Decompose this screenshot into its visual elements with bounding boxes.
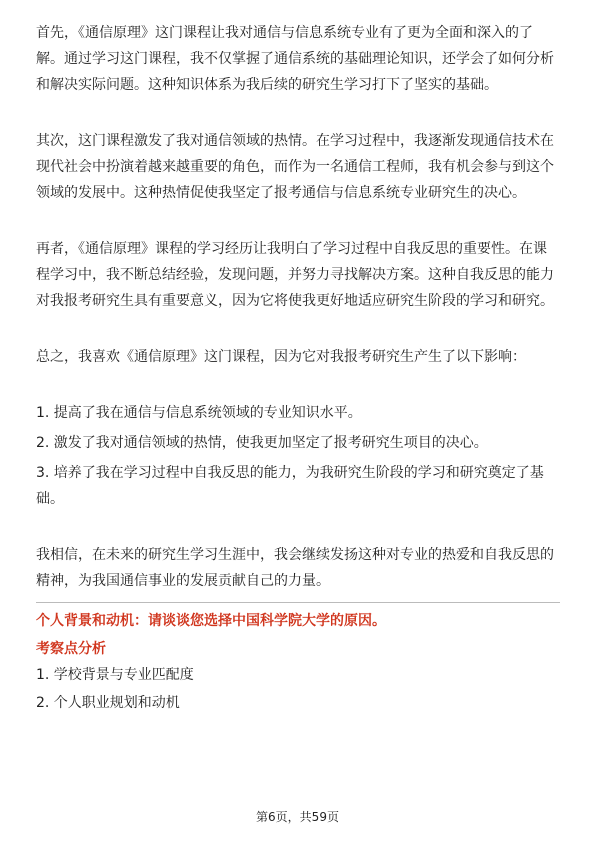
question-heading: 个人背景和动机：请谈谈您选择中国科学院大学的原因。 — [36, 613, 386, 629]
list-item: 1. 提高了我在通信与信息系统领域的专业知识水平。 — [36, 405, 362, 421]
paragraph-2: 其次，这门课程激发了我对通信领域的热情。在学习过程中，我逐渐发现通信技术在现代社会中扮演着越来越重要的角色，而作为一名通信工程师，我有机会参与到这个领域的发展中。这种热情促使我坚定了报考通信与信息系统专业研究生的决心。 — [36, 133, 554, 201]
list-item: 2. 激发了我对通信领域的热情，使我更加坚定了报考研究生项目的决心。 — [36, 435, 488, 451]
closing-paragraph: 我相信，在未来的研究生学习生涯中，我会继续发扬这种对专业的热爱和自我反思的精神，为我国通信事业的发展贡献自己的力量。 — [36, 547, 554, 589]
paragraph-3: 再者，《通信原理》课程的学习经历让我明白了学习过程中自我反思的重要性。在课程学习中，我不断总结经验，发现问题，并努力寻找解决方案。这种自我反思的能力对我报考研究生具有重要意义，因为它将使我更好地适应研究生阶段的学习和研究。 — [36, 241, 554, 309]
list-item: 2. 个人职业规划和动机 — [36, 695, 180, 711]
list-item: 3. 培养了我在学习过程中自我反思的能力，为我研究生阶段的学习和研究奠定了基础。 — [36, 465, 544, 507]
list-item: 1. 学校背景与专业匹配度 — [36, 667, 194, 683]
analysis-points — [36, 661, 560, 717]
paragraph-1: 首先，《通信原理》这门课程让我对通信与信息系统专业有了更为全面和深入的了解。通过学习这门课程，我不仅掌握了通信系统的基础理论知识，还学会了如何分析和解决实际问题。这种知识体系为我后续的研究生学习打下了坚实的基础。 — [36, 25, 554, 93]
page-number: 第6页，共59页 — [256, 810, 339, 824]
analysis-heading: 考察点分析 — [36, 641, 106, 657]
section-divider — [36, 602, 560, 603]
document-body — [36, 20, 560, 717]
impact-list — [36, 400, 560, 512]
paragraph-4: 总之，我喜欢《通信原理》这门课程，因为它对我报考研究生产生了以下影响： — [36, 349, 526, 365]
